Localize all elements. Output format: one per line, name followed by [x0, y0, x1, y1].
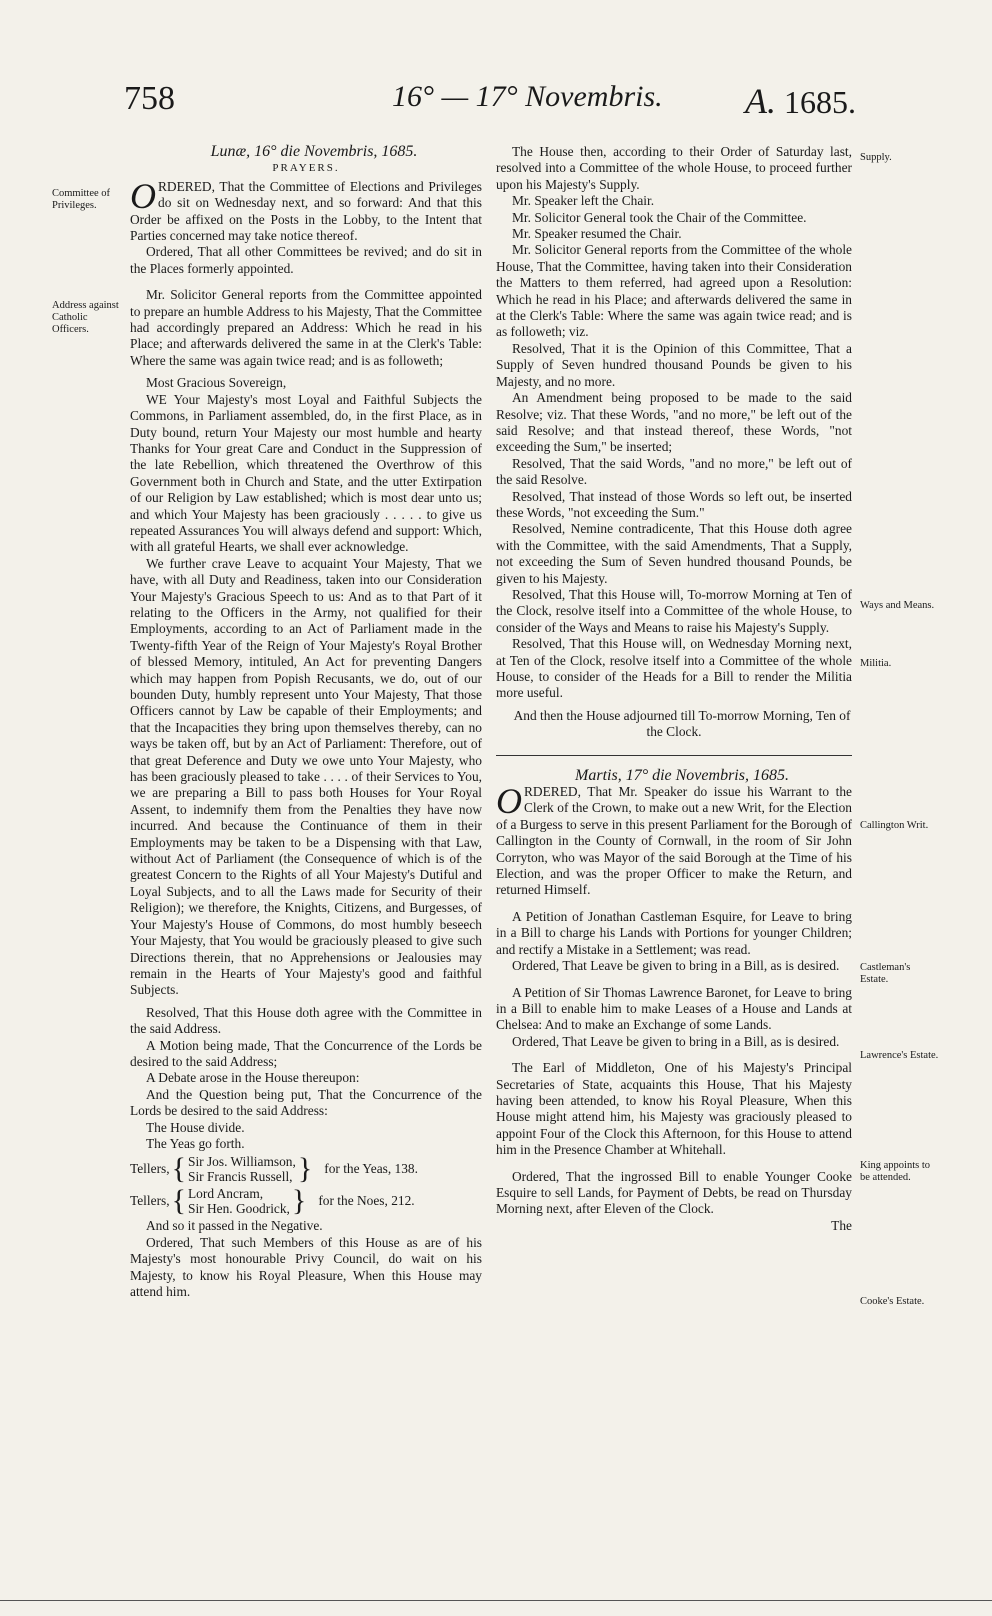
drop-cap: O — [496, 781, 522, 822]
page-bottom-rule — [0, 1600, 992, 1601]
tellers-noes — [130, 1186, 482, 1216]
yeas-teller-1: Sir Jos. Williamson, — [188, 1154, 296, 1170]
order-lawrence: Ordered, That Leave be given to bring in a Bill, as is desired. — [512, 1033, 840, 1049]
order-committee-privileges-text: RDERED, That the Committee of Elections and Privileges do sit on Wednesday next, and so forward: And that this Order be affixed on the Posts in the Lobby, to the Intent that Parties concerned may take notice thereof. — [130, 178, 482, 244]
order-committees-revived: Ordered, That all other Committees be revived; and do sit in the Places formerly appointed. — [130, 244, 482, 276]
noes-teller-2: Sir Hen. Goodrick, — [188, 1201, 290, 1217]
section-divider — [496, 755, 852, 756]
margin-note-ways-means: Ways and Means. — [860, 600, 935, 611]
day-title-martis-text: Martis, 17° die Novembris, 1685. — [575, 766, 789, 784]
order-committee-privileges — [130, 175, 482, 245]
year-number: 1685. — [784, 84, 856, 120]
margin-note-address-catholic: Address against Catholic Officers. — [52, 300, 119, 335]
passed-negative: And so it passed in the Negative. — [146, 1218, 323, 1234]
order-cooke-bill: Ordered, That the ingrossed Bill to enable Younger Cooke Esquire to sell Lands, for Payment of Debts, be read on Thursday Morning next, after Eleven of the Clock. — [496, 1168, 852, 1217]
address-paragraph-2: We further crave Leave to acquaint Your Majesty, That we have, with all Duty and Readiness, taken into our Consideration Your Majesty's Gracious Speech to us: And as to that Part of it relating to the Officers in the Army, not qualified for their Employments, according to an Act of Parliament made in the Twenty-fifth Year of the Reign of Your Majesty's Royal Brother of blessed Memory, intituled, An Act for preventing Dangers which may happen from Popish Recusants, we do, out of our bounden Duty, humbly represent unto Your Majesty, That those Officers cannot by Law be capable of their Employments; and that the Incapacities they bring upon themselves thereby, can no ways be taken off, but by an Act of Parliament: Therefore, out of that great Deference and Duty we owe unto Your Majesty, who has been graciously pleased to take . . . . of their Services to You, we are preparing a Bill to pass both Houses for Your Royal Assent, to indemnify them from the Penalties they have now incurred. And because the Continuance of them in their Employments may be taken to be a Dispensing with that Law, without Act of Parliament (the Consequence of which is of the greatest Concern to the Rights of all Your Majesty's Dutiful and Loyal Subjects, and to all the Laws made for Security of their Religion); we therefore, the Knights, Citizens, and Burgesses, of Your Majesty's House of Commons, do most humbly beseech Your Majesty, that You would be graciously pleased to give such Directions therein, that no Apprehensions or Jealousies may remain in the Hearts of Your Majesty's good and faithful Subjects. — [130, 555, 482, 998]
earl-middleton-message: The Earl of Middleton, One of his Majesty's Principal Secretaries of State, acquaints this House, That his Majesty having been attended, to know his Royal Pleasure, When this House might attend him, his Majesty was graciously pleased to appoint Four of the Clock this Afternoon, for this House to attend him in the Presence Chamber at Whitehall. — [496, 1060, 852, 1158]
house-adjourned: And then the House adjourned till To-morrow Morning, Ten of the Clock. — [513, 707, 851, 740]
left-column — [130, 144, 482, 1300]
resolved-words-inserted: Resolved, That instead of those Words so left out, be inserted these Words, "not exceeding the Sum." — [496, 488, 852, 520]
resolved-supply-opinion: Resolved, That it is the Opinion of this Committee, That a Supply of Seven hundred thousand Pounds be given to his Majesty, and no more. — [496, 340, 852, 389]
prayers-heading: PRAYERS. — [272, 162, 340, 175]
report-supply: Mr. Solicitor General reports from the Committee of the whole House, That the Committee, having taken into their Consideration the Matters to them referred, had agreed upon a Resolution: Which he read in his Place; and afterwards delivered the same in at the Clerk's Table: Where the same was again twice read; and is as followeth; viz. — [496, 242, 852, 340]
yeas-result: for the Yeas, 138. — [324, 1161, 418, 1177]
yeas-go-forth: The Yeas go forth. — [146, 1135, 245, 1151]
brace-icon: } — [297, 1152, 313, 1186]
motion-concurrence: A Motion being made, That the Concurrence of the Lords be desired to the said Address; — [130, 1037, 482, 1069]
address-paragraph-1: WE Your Majesty's most Loyal and Faithful Subjects the Commons, in Parliament assembled, do, in the first Place, as in Duty bound, return Your Majesty our most humble and hearty Thanks for Your great Care and Conduct in the Suppression of the late Rebellion, which threatened the Overthrow of this Government both in Church and State, and the utter Extirpation of our Religion by Law established; which is most dear unto us; and which Your Majesty has been graciously . . . . . to give us repeated Assurances You will always defend and support: Which, with all grateful Hearts, we shall ever acknowledge. — [130, 391, 482, 555]
petition-castleman: A Petition of Jonathan Castleman Esquire, for Leave to bring in a Bill to charge his Lands with Portions for younger Children; and rectify a Mistake in a Settlement; was read. — [496, 908, 852, 957]
year-letter: A. — [745, 81, 776, 121]
resolved-nemine-contradicente: Resolved, Nemine contradicente, That this House doth agree with the Committee, with the said Amendments, That a Supply, not exceeding the Sum of Seven hundred thousand Pounds, be given to his Majesty. — [496, 521, 852, 586]
margin-note-king-appoints: King appoints to be attended. — [860, 1160, 930, 1183]
day-title-lunae-text: Lunæ, 16° die Novembris, 1685. — [210, 143, 418, 160]
order-callington-writ-text: RDERED, That Mr. Speaker do issue his Warrant to the Clerk of the Crown, to make out a new Writ, for the Election of a Burgess to serve in this present Parliament for the Borough of Callington in the County of Cornwall, in the room of Sir John Corryton, who was Mayor of the said Borough at the Time of his Election, and was the proper Officer to make the Return, and returned Himself. — [496, 784, 852, 898]
tellers-noes-names — [188, 1186, 290, 1216]
tellers-yeas — [130, 1154, 482, 1184]
debate-arose: A Debate arose in the House thereupon: — [146, 1070, 360, 1086]
margin-note-militia: Militia. — [860, 658, 892, 669]
margin-note-committee-privileges: Committee of Privileges. — [52, 188, 111, 211]
drop-cap: O — [130, 175, 156, 216]
question-put: And the Question being put, That the Concurrence of the Lords be desired to the said Address: — [130, 1086, 482, 1119]
brace-icon: } — [291, 1184, 307, 1218]
amendment-proposed: An Amendment being proposed to be made to the said Resolve; viz. That these Words, "and no more," be left out of the said Resolve; and that instead thereof, these Words, "not exceeding the Sum," be inserted; — [496, 390, 852, 455]
order-castleman: Ordered, That Leave be given to bring in a Bill, as is desired. — [512, 958, 840, 974]
page-number: 758 — [124, 80, 175, 117]
margin-note-lawrence: Lawrence's Estate. — [860, 1050, 939, 1061]
noes-result: for the Noes, 212. — [318, 1193, 415, 1209]
brace-icon: { — [171, 1152, 186, 1186]
brace-icon: { — [171, 1184, 186, 1218]
order-callington-writ — [496, 781, 852, 899]
right-column — [496, 144, 852, 1234]
noes-teller-1: Lord Ancram, — [188, 1186, 264, 1202]
yeas-teller-2: Sir Francis Russell, — [188, 1169, 293, 1185]
margin-note-callington: Callington Writ. — [860, 820, 929, 831]
tellers-label-noes: Tellers, — [130, 1193, 170, 1209]
house-divide: The House divide. — [146, 1119, 245, 1135]
address-salutation: Most Gracious Sovereign, — [146, 375, 287, 391]
petition-lawrence: A Petition of Sir Thomas Lawrence Baronet, for Leave to bring in a Bill to enable him to make Leases of a House and Lands at Chelsea: And to make an Exchange of some Lands. — [496, 984, 852, 1033]
resolved-agree-address: Resolved, That this House doth agree with the Committee in the said Address. — [130, 1004, 482, 1037]
resolved-ways-means: Resolved, That this House will, To-morrow Morning at Ten of the Clock, resolve itself into a Committee of the whole House, to consider of the Ways and Means to raise his Majesty's Supply. — [496, 586, 852, 635]
resolved-words-left-out: Resolved, That the said Words, "and no more," be left out of the said Resolve. — [496, 455, 852, 488]
resolved-militia: Resolved, That this House will, on Wednesday Morning next, at Ten of the Clock, resolve itself into a Committee of the whole House, to consider of the Heads for a Bill to render the Militia more useful. — [496, 636, 852, 701]
margin-note-cooke: Cooke's Estate. — [860, 1296, 925, 1307]
header-dates-text: 16° — 17° Novembris. — [392, 80, 663, 113]
margin-note-supply: Supply. — [860, 152, 892, 163]
header-year — [745, 80, 856, 122]
tellers-yeas-names — [188, 1154, 296, 1184]
committee-supply: The House then, according to their Order of Saturday last, resolved into a Committee of the whole House, to proceed further upon his Majesty's Supply. — [496, 144, 852, 192]
header-dates — [392, 80, 663, 114]
day-title-martis — [496, 768, 852, 784]
report-address: Mr. Solicitor General reports from the Committee appointed to prepare an humble Address to his Majesty, That the Committee had accordingly prepared an Address: Which he read in his Place; and afterwards delivered the same in at the Clerk's Table: Where the same was again twice read; and is as followeth; — [130, 287, 482, 368]
margin-note-castleman: Castleman's Estate. — [860, 962, 911, 985]
tellers-label-yeas: Tellers, — [130, 1161, 170, 1177]
catchword: The — [831, 1217, 852, 1233]
day-title-lunae — [130, 144, 482, 160]
page-header — [0, 80, 992, 140]
solicitor-took-chair: Mr. Solicitor General took the Chair of the Committee. — [512, 209, 807, 225]
speaker-resumed-chair: Mr. Speaker resumed the Chair. — [512, 226, 682, 242]
speaker-left-chair: Mr. Speaker left the Chair. — [512, 193, 655, 209]
order-privy-council: Ordered, That such Members of this House as are of his Majesty's most honourable Privy Council, do wait on his Majesty, to know his Royal Pleasure, When this House may attend him. — [130, 1234, 482, 1299]
